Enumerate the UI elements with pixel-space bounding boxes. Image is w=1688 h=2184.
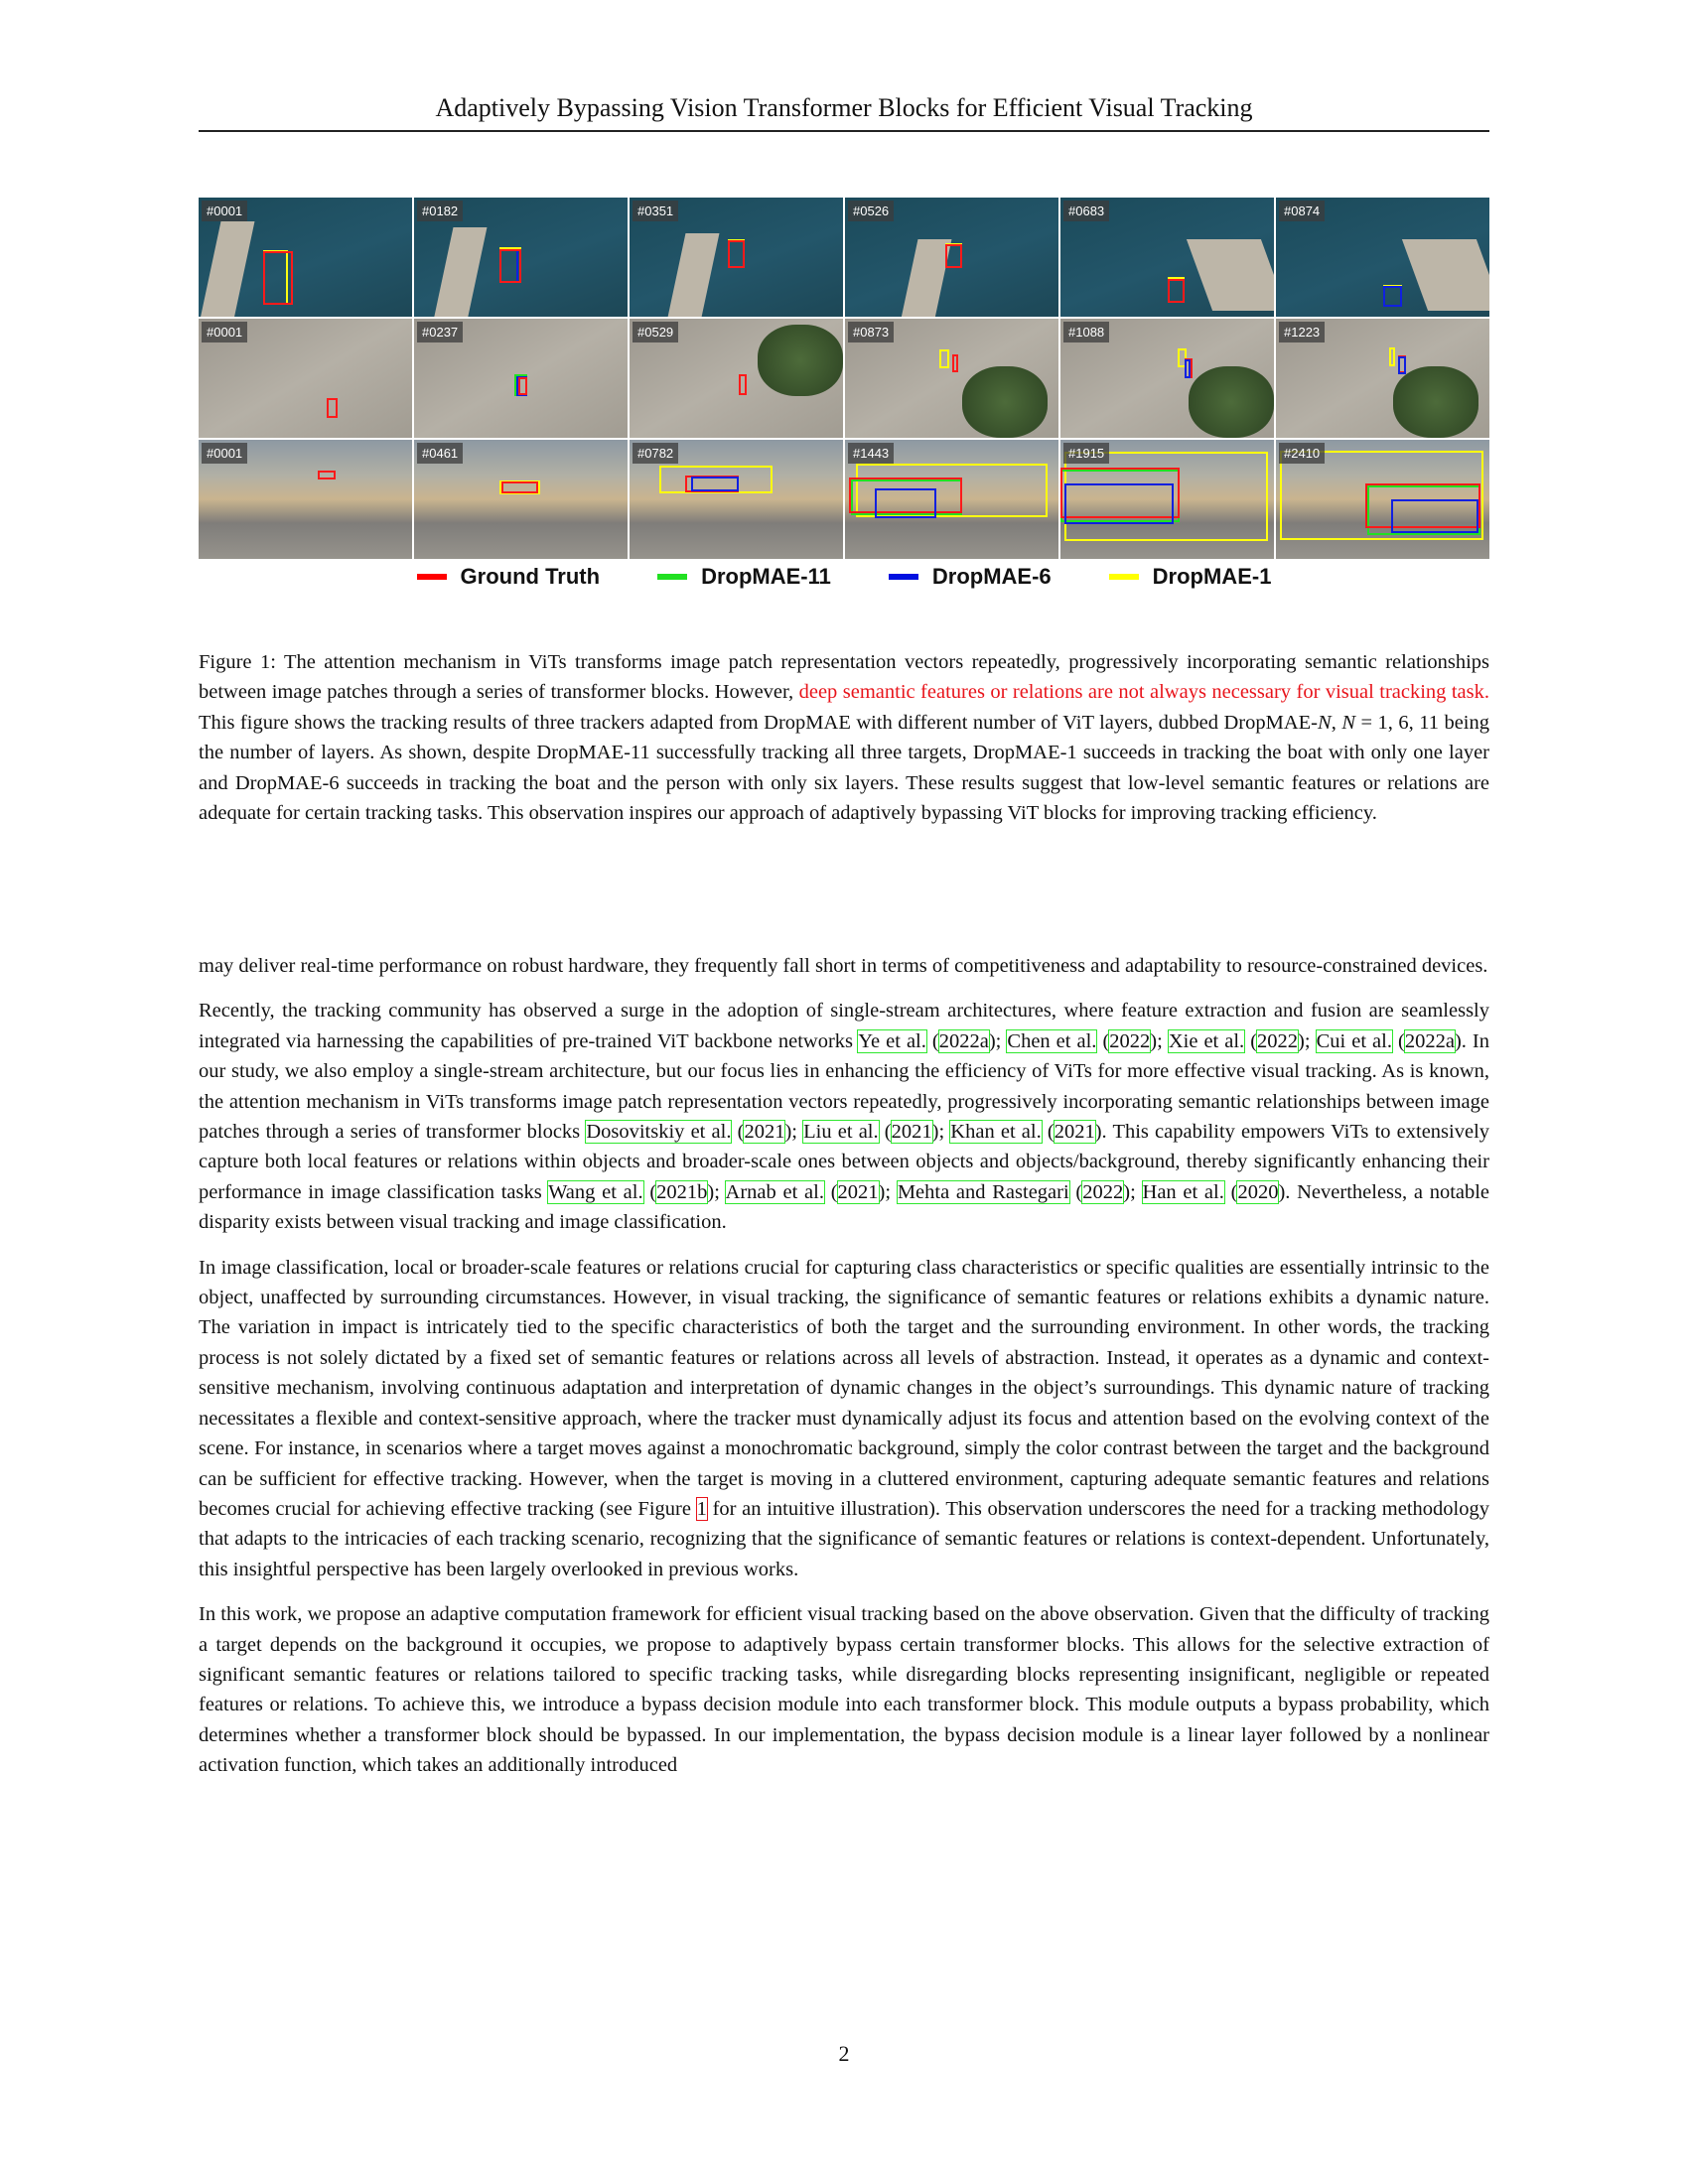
body-paragraph <box>199 1253 1489 1584</box>
paragraph-text: In this work, we propose an adaptive computation framework for efficient visual tracking based on the above observation. Given that the difficulty of tracking a target depends on the background it occupies, we propose to adaptively bypass certain transformer blocks. This allows for the selective extraction of significant semantic features or relations tailored to specific tracking tasks, while disregarding blocks representing insignificant, negligible or repeated features or relations. To achieve this, we introduce a bypass decision module into each transformer block. This module outputs a bypass probability, which determines whether a transformer block should be bypassed. In our implementation, the bypass decision module is a linear layer followed by a nonlinear activation function, which takes an additionally introduced <box>199 1603 1489 1777</box>
legend-item <box>889 564 1052 590</box>
citation-year-link[interactable]: 2021 <box>1054 1121 1095 1144</box>
frame-number-label: #0182 <box>417 201 463 221</box>
frame-panel-boat <box>630 198 843 317</box>
frame-number-label: #0529 <box>633 322 678 342</box>
tracking-box <box>318 471 335 478</box>
frame-panel-airplane <box>414 440 628 559</box>
tracking-box <box>875 488 936 518</box>
frame-panel-airplane <box>1276 440 1489 559</box>
tracking-box <box>1185 359 1191 378</box>
citation-author-link[interactable]: Ye et al. <box>858 1029 926 1052</box>
frame-number-label: #1223 <box>1279 322 1325 342</box>
body-text <box>199 951 1489 1796</box>
frame-panel-boat <box>1060 198 1274 317</box>
caption-text: , <box>1331 711 1342 734</box>
pier <box>199 221 255 317</box>
figure-1-caption <box>199 647 1489 828</box>
paragraph-text: . This capability empowers ViTs to extensively capture both local features or relations within objects and broader-scale ones between objects and objects/background, thereby significantly enhancing their performance in image classification tasks <box>199 1121 1490 1203</box>
citation-year-link[interactable]: 2020 <box>1237 1180 1279 1203</box>
tracking-box <box>518 377 527 395</box>
frame-panel-boat <box>199 198 412 317</box>
frame-number-label: #0874 <box>1279 201 1325 221</box>
header-rule <box>199 130 1489 132</box>
tree <box>1393 366 1478 438</box>
body-paragraph <box>199 951 1489 981</box>
caption-text: This figure shows the tracking results of three trackers adapted from DropMAE with different number of ViT layers, dubbed DropMAE- <box>199 711 1319 734</box>
tracking-box <box>691 477 738 490</box>
paragraph-text: ; <box>938 1121 951 1144</box>
paragraph-text: ; <box>1157 1029 1169 1052</box>
frame-number-label: #0461 <box>417 443 463 464</box>
citation-author-link[interactable]: Dosovitskiy et al. <box>586 1121 732 1144</box>
citation-author-link[interactable]: Cui et al. <box>1316 1029 1392 1052</box>
citation-year-link[interactable]: 2021b <box>656 1180 708 1203</box>
paragraph-text: for an intuitive illustration). This observation underscores the need for a tracking methodology that adapts to the intricacies of each tracking scenario, recognizing that the significance of semantic features or relations is context-dependent. Unfortunately, this insightful perspective has been largely overlooked in previous works. <box>199 1497 1489 1580</box>
frame-panel-airplane <box>1060 440 1274 559</box>
tracking-box <box>739 374 748 394</box>
math-n: N <box>1318 711 1332 734</box>
frame-number-label: #0782 <box>633 443 678 464</box>
caption-text: Figure 1: The attention mechanism in ViTs transforms image patch representation vectors repeatedly, progressively incorporating semantic relationships between image patches through a series of transformer blocks. However, <box>199 651 1489 704</box>
figure-1-tracking-grid <box>199 198 1489 559</box>
citation-author-link[interactable]: Mehta and Rastegari <box>897 1180 1069 1203</box>
paragraph-text: may deliver real-time performance on robust hardware, they frequently fall short in terms of competitiveness and adaptability to resource-constrained devices. <box>199 955 1488 977</box>
paragraph-text: ; <box>885 1180 898 1203</box>
frame-panel-airplane <box>845 440 1058 559</box>
legend-label: Ground Truth <box>460 564 601 589</box>
tracking-box <box>327 398 338 417</box>
tracking-box <box>1391 499 1478 533</box>
legend-label: DropMAE-1 <box>1152 564 1272 589</box>
citation-year-link[interactable]: 2021 <box>837 1180 879 1203</box>
tree <box>758 325 843 396</box>
paragraph-text: In image classification, local or broader-scale features or relations crucial for capturing class characteristics or specific qualities are essentially intrinsic to the object, unaffected by surrounding circumstances. However, in visual tracking, the significance of semantic features or relations exhibits a dynamic nature. The variation in impact is intricately tied to the specific characteristics of both the target and the surrounding environment. In other words, the tracking process is not solely dictated by a fixed set of semantic features or relations across all levels of abstraction. Instead, it operates as a dynamic and context-sensitive mechanism, involving continuous adaptation and interpretation of dynamic changes in the object’s surroundings. This dynamic nature of tracking necessitates a flexible and context-sensitive approach, where the tracker must dynamically adjust its focus and attention based on the evolving context of the scene. For instance, in scenarios where a target moves against a monochromatic background, simply the color contrast between the target and the background can be sufficient for effective tracking. However, when the target is moving in a cluttered environment, capturing adequate semantic features and relations becomes crucial for achieving effective tracking (see Figure <box>199 1256 1489 1520</box>
frame-panel-boat <box>845 198 1058 317</box>
paragraph-text: ; <box>791 1121 804 1144</box>
citation-year-link[interactable]: 2022 <box>1257 1029 1299 1052</box>
frame-number-label: #1088 <box>1063 322 1109 342</box>
tracking-box <box>952 354 958 372</box>
citation-author-link[interactable]: Wang et al. <box>548 1180 643 1203</box>
body-paragraph: Recently, the tracking community has observed a surge in the adoption of single-stream architectures, where feature extraction and fusion are seamlessly integrated via harnessing the capabilities of pre-trained ViT backbone networks Ye et al. (2022a); Chen et al. (2022); Xie et al. (2022); Cui et al. (2022a). In our study, we also employ a single-stream architecture, but our focus lies in enhancing the efficiency of ViTs for more effective visual tracking. As is known, the attention mechanism in ViTs transforms image patch representation vectors repeatedly, progressively incorporating semantic relationships between image patches through a series of transformer blocks Dosovitskiy et al. (2021); Liu et al. (2021); Khan et al. (2021). This capability empowers ViTs to extensively capture both local features or relations within objects and broader-scale ones between objects and objects/background, thereby significantly enhancing their performance in image classification tasks Wang et al. (2021b); Arnab et al. (2021); Mehta and Rastegari (2022); Han et al. (2020). Nevertheless, a notable disparity exists between visual tracking and image classification. <box>199 1000 1490 1234</box>
frame-number-label: #0001 <box>202 443 247 464</box>
citation-author-link[interactable]: Liu et al. <box>803 1121 879 1144</box>
pier <box>1402 239 1489 311</box>
frame-panel-boat <box>414 198 628 317</box>
tracking-box <box>499 249 521 284</box>
tracking-box <box>263 251 293 305</box>
caption-highlight: deep semantic features or relations are not always necessary for visual tracking task. <box>798 681 1490 704</box>
frame-panel-person <box>1276 319 1489 438</box>
citation-year-link[interactable]: 2022 <box>1109 1029 1151 1052</box>
frame-panel-person <box>845 319 1058 438</box>
running-header-title: Adaptively Bypassing Vision Transformer Blocks for Efficient Visual Tracking <box>435 93 1253 122</box>
legend-swatch <box>417 574 447 580</box>
legend-label: DropMAE-11 <box>701 564 831 589</box>
tree <box>962 366 1048 438</box>
frame-number-label: #0237 <box>417 322 463 342</box>
legend-swatch <box>889 574 918 580</box>
paragraph-text: ; <box>1130 1180 1143 1203</box>
frame-panel-person <box>630 319 843 438</box>
tracking-box <box>1383 286 1402 308</box>
tracking-box <box>1168 279 1185 303</box>
legend-label: DropMAE-6 <box>931 564 1052 589</box>
figure-reference-link[interactable]: 1 <box>696 1497 707 1520</box>
citation-author-link[interactable]: Xie et al. <box>1168 1029 1245 1052</box>
frame-number-label: #2410 <box>1279 443 1325 464</box>
paragraph-text: ; <box>714 1180 726 1203</box>
page-number: 2 <box>838 2041 850 2066</box>
citation-author-link[interactable]: Chen et al. <box>1007 1029 1097 1052</box>
legend-swatch <box>657 574 687 580</box>
citation-author-link[interactable]: Khan et al. <box>950 1121 1042 1144</box>
frame-number-label: #1443 <box>848 443 894 464</box>
citation-year-link[interactable]: 2021 <box>891 1121 932 1144</box>
tracking-box <box>945 244 962 268</box>
legend-item <box>1109 564 1272 590</box>
figure-legend <box>199 564 1489 590</box>
body-paragraph <box>199 1599 1489 1780</box>
tracking-box <box>1398 356 1407 374</box>
citation-author-link[interactable]: Arnab et al. <box>725 1180 824 1203</box>
tracking-box <box>939 349 950 368</box>
frame-panel-person <box>1060 319 1274 438</box>
citation-author-link[interactable]: Han et al. <box>1142 1180 1224 1203</box>
legend-swatch <box>1109 574 1139 580</box>
frame-number-label: #0526 <box>848 201 894 221</box>
frame-panel-person <box>199 319 412 438</box>
frame-number-label: #0001 <box>202 322 247 342</box>
frame-panel-boat <box>1276 198 1489 317</box>
tracking-box <box>728 240 745 268</box>
frame-number-label: #0873 <box>848 322 894 342</box>
tracking-box <box>501 481 538 493</box>
pier <box>663 233 720 317</box>
tree <box>1189 366 1274 438</box>
paragraph-text: ; <box>995 1029 1008 1052</box>
paragraph-text: . In our study, we also employ a single-stream architecture, but our focus lies in enhancing the efficiency of ViTs for more effective visual tracking. As is known, the attention mechanism in ViTs transforms image patch representation vectors repeatedly, progressively incorporating semantic relationships between image patches through a series of transformer blocks <box>199 1029 1489 1144</box>
frame-number-label: #0683 <box>1063 201 1109 221</box>
frame-number-label: #0351 <box>633 201 678 221</box>
citation-year-link[interactable]: 2022a <box>1404 1029 1455 1052</box>
caption-text: = 1, 6, 11 being the number of layers. As shown, despite DropMAE-11 successfully tracking all three targets, DropMAE-1 succeeds in tracking the boat with only one layer and DropMAE-6 succeeds in tracking the boat and the person with only six layers. These results suggest that low-level semantic features or relations are adequate for certain tracking tasks. This observation inspires our approach of adaptively bypassing ViT blocks for improving tracking efficiency. <box>199 711 1489 825</box>
citation-year-link[interactable]: 2022 <box>1082 1180 1124 1203</box>
frame-panel-airplane <box>630 440 843 559</box>
legend-item <box>417 564 601 590</box>
tracking-box <box>1389 347 1395 366</box>
pier <box>430 227 487 317</box>
legend-item <box>657 564 831 590</box>
citation-year-link[interactable]: 2022a <box>938 1029 989 1052</box>
frame-number-label: #1915 <box>1063 443 1109 464</box>
frame-panel-airplane <box>199 440 412 559</box>
tracking-box <box>1064 483 1174 524</box>
paragraph-text: ; <box>1304 1029 1317 1052</box>
frame-number-label: #0001 <box>202 201 247 221</box>
pier <box>1187 239 1274 311</box>
pier <box>896 239 952 317</box>
paragraph-text: . Nevertheless, a notable disparity exists between visual tracking and image classification. <box>199 1180 1490 1234</box>
citation-year-link[interactable]: 2021 <box>744 1121 785 1144</box>
frame-panel-person <box>414 319 628 438</box>
math-n: N <box>1341 711 1355 734</box>
paragraph-text: Recently, the tracking community has observed a surge in the adoption of single-stream architectures, where feature extraction and fusion are seamlessly integrated via harnessing the capabilities of pre-trained ViT backbone networks <box>199 1000 1489 1052</box>
